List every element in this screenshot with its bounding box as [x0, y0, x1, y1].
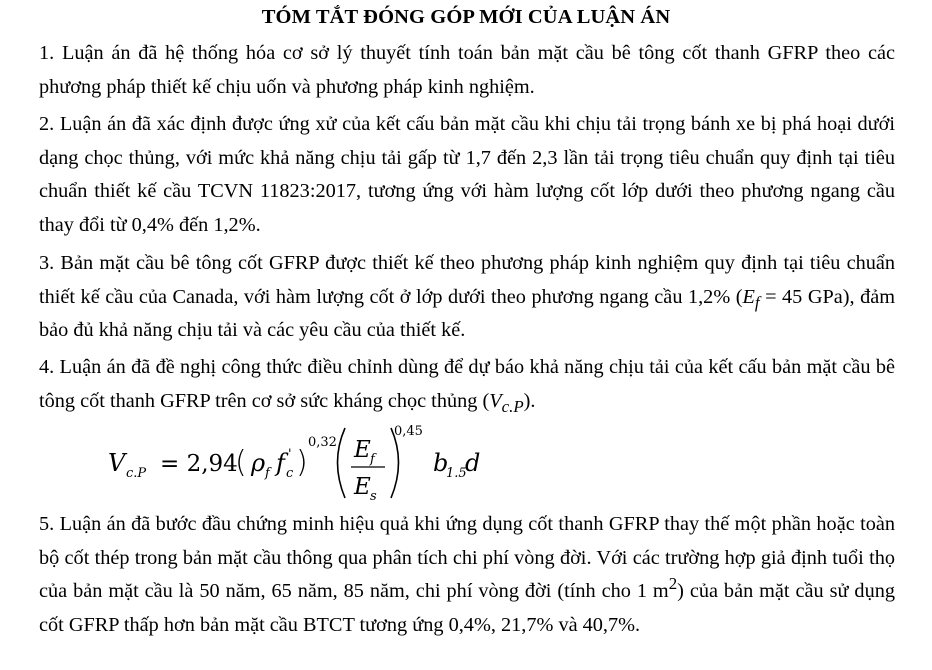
document-title: TÓM TẮT ĐÓNG GÓP MỚI CỦA LUẬN ÁN	[261, 6, 671, 28]
paragraph-4-text-a: 4. Luận án đã đề nghị công thức điều chỉnh dùng để dự báo khả năng chịu tải của kết cấu bản mặt cầu bê tông cốt thanh GFRP trên cơ sở sức kháng chọc thủng (	[39, 356, 895, 412]
paragraph-4-text-b: ).	[523, 389, 536, 412]
paragraph-3-e-subscript: f	[754, 292, 760, 312]
formula-rho: ρ	[251, 449, 266, 477]
paragraph-2: 2. Luận án đã xác định được ứng xử của kết cấu bản mặt cầu khi chịu tải trọng bánh xe bị phá hoại dưới dạng chọc thủng, với mức khả năng chịu tải gấp từ 1,7 đến 2,3 lần tải trọng tiêu chuẩn quy định tại tiêu chuẩn thiết kế cầu TCVN 11823:2017, tương ứng với hàm lượng cốt lớp dưới theo phương ngang cầu thay đổi từ 0,4% đến 1,2%.	[39, 113, 895, 236]
formula-denominator-subscript: s	[370, 489, 377, 504]
formula-d: d	[465, 449, 481, 477]
paragraph-3-text-b: = 45 GPa), đảm bảo đủ khả năng chịu tải và các yêu cầu của thiết kế.	[39, 285, 896, 341]
paragraph-5-text-b: ) của bản mặt cầu sử dụng cốt GFRP thấp hơn bản mặt cầu BTCT tương ứng 0,4%, 21,7% và 40,7%.	[39, 580, 895, 636]
paragraph-1: 1. Luận án đã hệ thống hóa cơ sở lý thuyết tính toán bản mặt cầu bê tông cốt thanh GFRP theo các phương pháp thiết kế chịu uốn và phương pháp kinh nghiệm.	[39, 42, 895, 98]
formula-lhs-subscript: c.P	[126, 466, 147, 481]
formula-paren-right-1: )	[296, 445, 308, 480]
formula-b-subscript: 1.5	[446, 466, 467, 481]
formula-fraction-denominator: E	[354, 474, 371, 500]
formula-fraction-numerator: E	[354, 437, 371, 463]
formula-b: b	[433, 449, 449, 477]
paragraph-5	[39, 508, 895, 642]
formula-fc: f	[276, 449, 285, 477]
formula-big-paren-left	[338, 428, 346, 498]
formula-exponent-1: 0,32	[308, 435, 337, 450]
paragraph-4	[39, 351, 895, 418]
formula-equals-coefficient: = 2,94	[160, 451, 238, 477]
formula-exponent-2: 0,45	[394, 424, 423, 439]
formula-fc-subscript: c	[286, 466, 294, 481]
paragraph-4-v-symbol: V	[489, 389, 502, 412]
formula-numerator-subscript: f	[370, 452, 375, 467]
paragraph-5-text-a: 5. Luận án đã bước đầu chứng minh hiệu quả khi ứng dụng cốt thanh GFRP thay thế một phần hoặc toàn bộ cốt thép trong bản mặt cầu thông qua phân tích chi phí vòng đời. Với các trường hợp giả định tuổi thọ của bản mặt cầu là 50 năm, 65 năm, 85 năm, chi phí vòng đời (tính cho 1 m	[39, 513, 895, 602]
punching-shear-formula	[108, 422, 708, 504]
formula-paren-left-1: (	[235, 445, 247, 480]
paragraph-5-superscript: 2	[668, 574, 678, 594]
formula-rho-subscript: f	[265, 466, 270, 481]
formula-lhs: V	[108, 449, 126, 477]
paragraph-4-v-subscript: c.P	[501, 396, 524, 416]
formula-fc-prime: '	[288, 447, 292, 462]
paragraph-3-e-symbol: E	[742, 285, 755, 308]
paragraph-3	[39, 247, 895, 348]
paragraph-3-text-a: 3. Bản mặt cầu bê tông cốt GFRP được thiết kế theo phương pháp kinh nghiệm quy định tại tiêu chuẩn thiết kế cầu của Canada, với hàm lượng cốt ở lớp dưới theo phương ngang cầu 1,2% (	[39, 252, 895, 308]
